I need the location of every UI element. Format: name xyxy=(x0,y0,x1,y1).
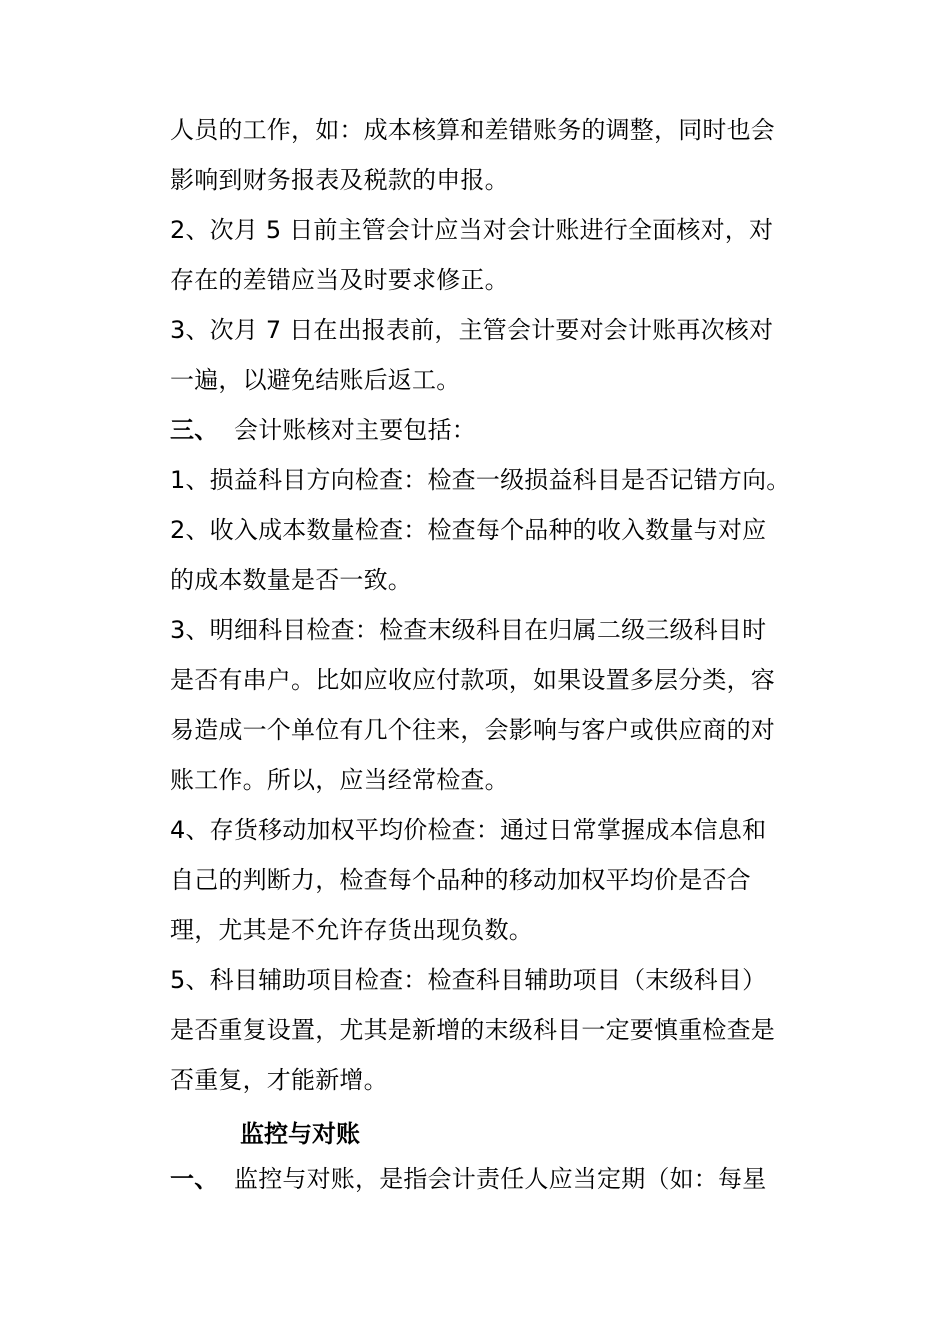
section-number: 三、 xyxy=(170,416,219,444)
paragraph-line: 3、次月 7 日在出报表前，主管会计要对会计账再次核对 xyxy=(170,316,774,344)
paragraph-line: 存在的差错应当及时要求修正。 xyxy=(170,266,509,294)
paragraph-line: 2、收入成本数量检查：检查每个品种的收入数量与对应 xyxy=(170,516,767,544)
section-heading-one xyxy=(170,1162,830,1196)
paragraph-line: 否重复，才能新增。 xyxy=(170,1066,388,1094)
paragraph-line: 5、科目辅助项目检查：检查科目辅助项目（末级科目） xyxy=(170,966,767,994)
section-subtitle: 监控与对账 xyxy=(240,1120,360,1148)
section-title: 会计账核对主要包括： xyxy=(234,416,476,444)
paragraph-line: 易造成一个单位有几个往来，会影响与客户或供应商的对 xyxy=(170,716,775,744)
paragraph-line: 人员的工作，如：成本核算和差错账务的调整，同时也会 xyxy=(170,116,775,144)
section-text: 监控与对账，是指会计责任人应当定期（如：每星 xyxy=(234,1165,767,1193)
section-number: 一、 xyxy=(170,1165,219,1193)
paragraph-line: 是否重复设置，尤其是新增的末级科目一定要慎重检查是 xyxy=(170,1016,775,1044)
paragraph-line: 账工作。所以，应当经常检查。 xyxy=(170,766,509,794)
paragraph-line: 影响到财务报表及税款的申报。 xyxy=(170,166,509,194)
paragraph-line: 自己的判断力，检查每个品种的移动加权平均价是否合 xyxy=(170,866,751,894)
paragraph-line: 一遍，以避免结账后返工。 xyxy=(170,366,461,394)
paragraph-line: 1、损益科目方向检查：检查一级损益科目是否记错方向。 xyxy=(170,466,791,494)
paragraph-line: 2、次月 5 日前主管会计应当对会计账进行全面核对，对 xyxy=(170,216,774,244)
section-heading-three xyxy=(170,413,830,447)
paragraph-line: 的成本数量是否一致。 xyxy=(170,566,412,594)
paragraph-line: 是否有串户。比如应收应付款项，如果设置多层分类，容 xyxy=(170,666,775,694)
paragraph-line: 理，尤其是不允许存货出现负数。 xyxy=(170,916,533,944)
paragraph-line: 4、存货移动加权平均价检查：通过日常掌握成本信息和 xyxy=(170,816,767,844)
paragraph-line: 3、明细科目检查：检查末级科目在归属二级三级科目时 xyxy=(170,616,767,644)
